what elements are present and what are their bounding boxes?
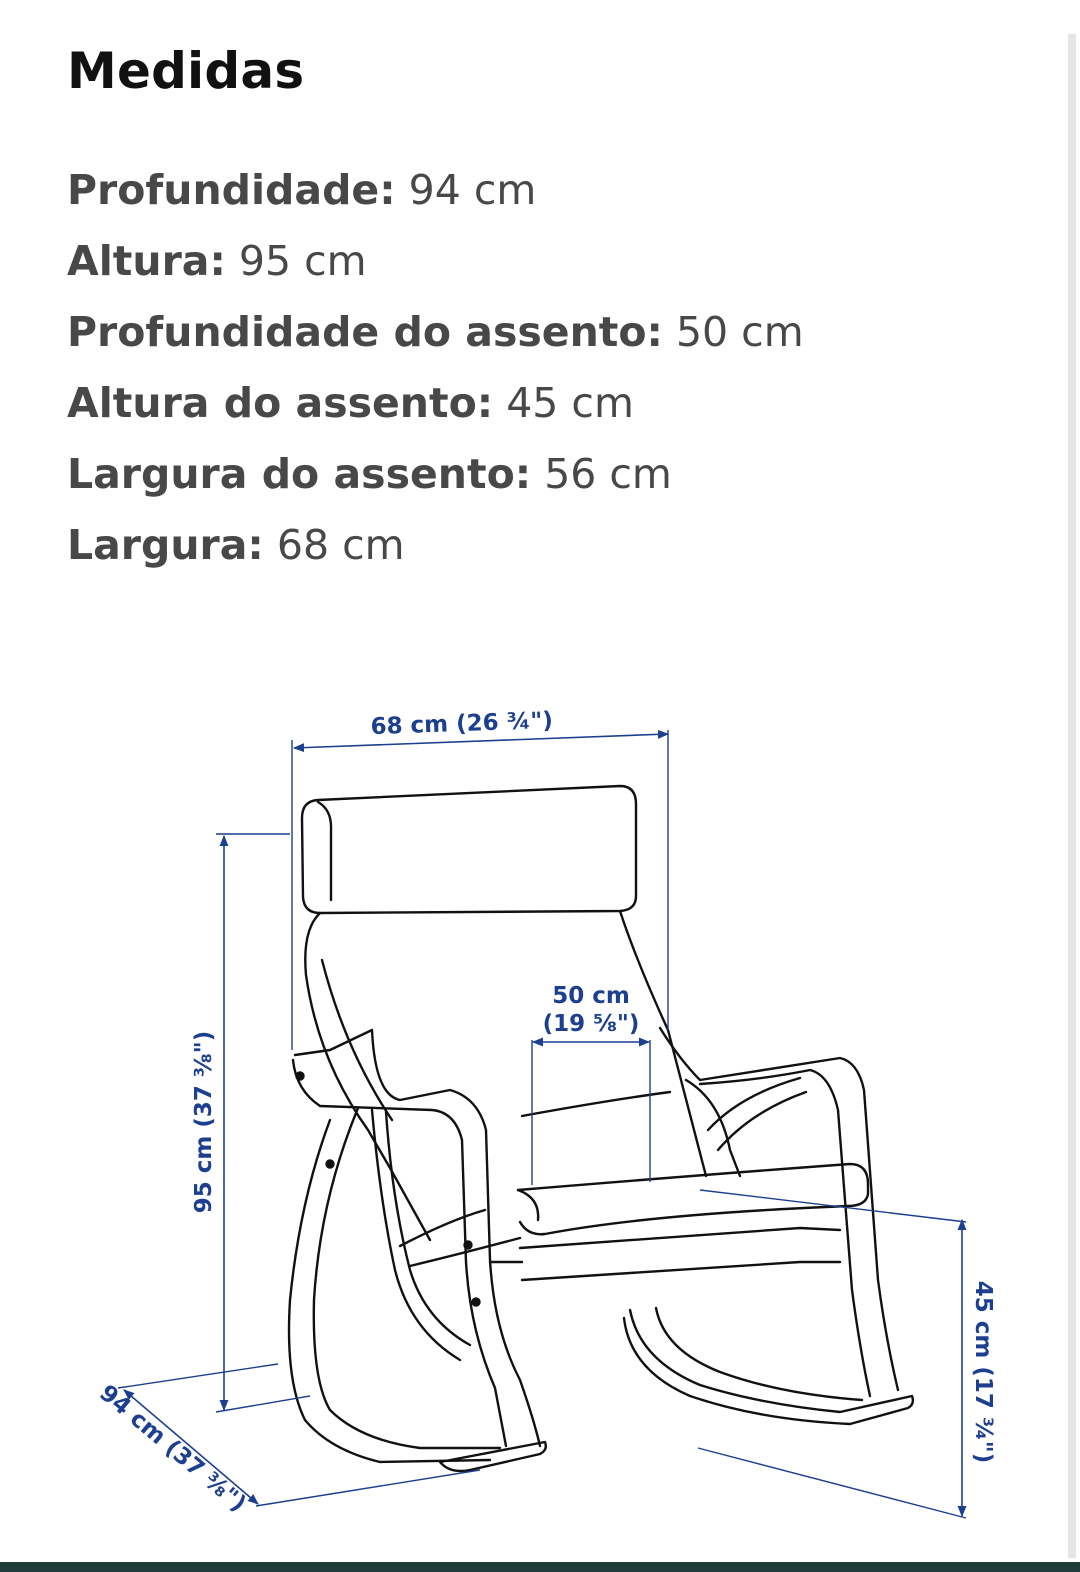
right-rocker (624, 1310, 913, 1424)
width-dimension-label: 68 cm (26 ¾") (370, 707, 554, 741)
measurement-value: 50 cm (675, 308, 804, 356)
measurement-label: Altura: (67, 237, 226, 285)
height-dimension-label: 95 cm (37 ⅜") (191, 1030, 217, 1214)
back-cushion (305, 913, 430, 1240)
measurement-value: 45 cm (506, 379, 634, 427)
seat-height-dimension-label: 45 cm (17 ¾") (970, 1280, 996, 1464)
measurement-value: 56 cm (544, 450, 672, 498)
depth-dimension-label: 94 cm (37 ⅜") (94, 1380, 251, 1518)
left-rocker (440, 1442, 546, 1471)
measurement-label: Largura do assento: (67, 450, 532, 498)
measurement-label: Profundidade: (67, 166, 396, 214)
headrest-cushion (302, 786, 636, 913)
rocking-chair-drawing (289, 786, 913, 1471)
measurement-value: 95 cm (238, 237, 367, 285)
measurement-label: Largura: (67, 521, 264, 569)
measurement-value: 94 cm (408, 166, 537, 214)
vertical-scrollbar[interactable] (1068, 34, 1076, 1558)
seat-depth-label-line1: 50 cm (552, 983, 630, 1009)
measurement-label: Profundidade do assento: (67, 308, 663, 356)
page-title: Medidas (67, 42, 305, 100)
measurement-label: Altura do assento: (67, 379, 494, 427)
bottom-edge-bar (0, 1562, 1080, 1572)
measurement-value: 68 cm (276, 521, 405, 569)
seat-cushion (518, 1164, 868, 1234)
seat-depth-label-line2: (19 ⅝") (542, 1011, 640, 1037)
